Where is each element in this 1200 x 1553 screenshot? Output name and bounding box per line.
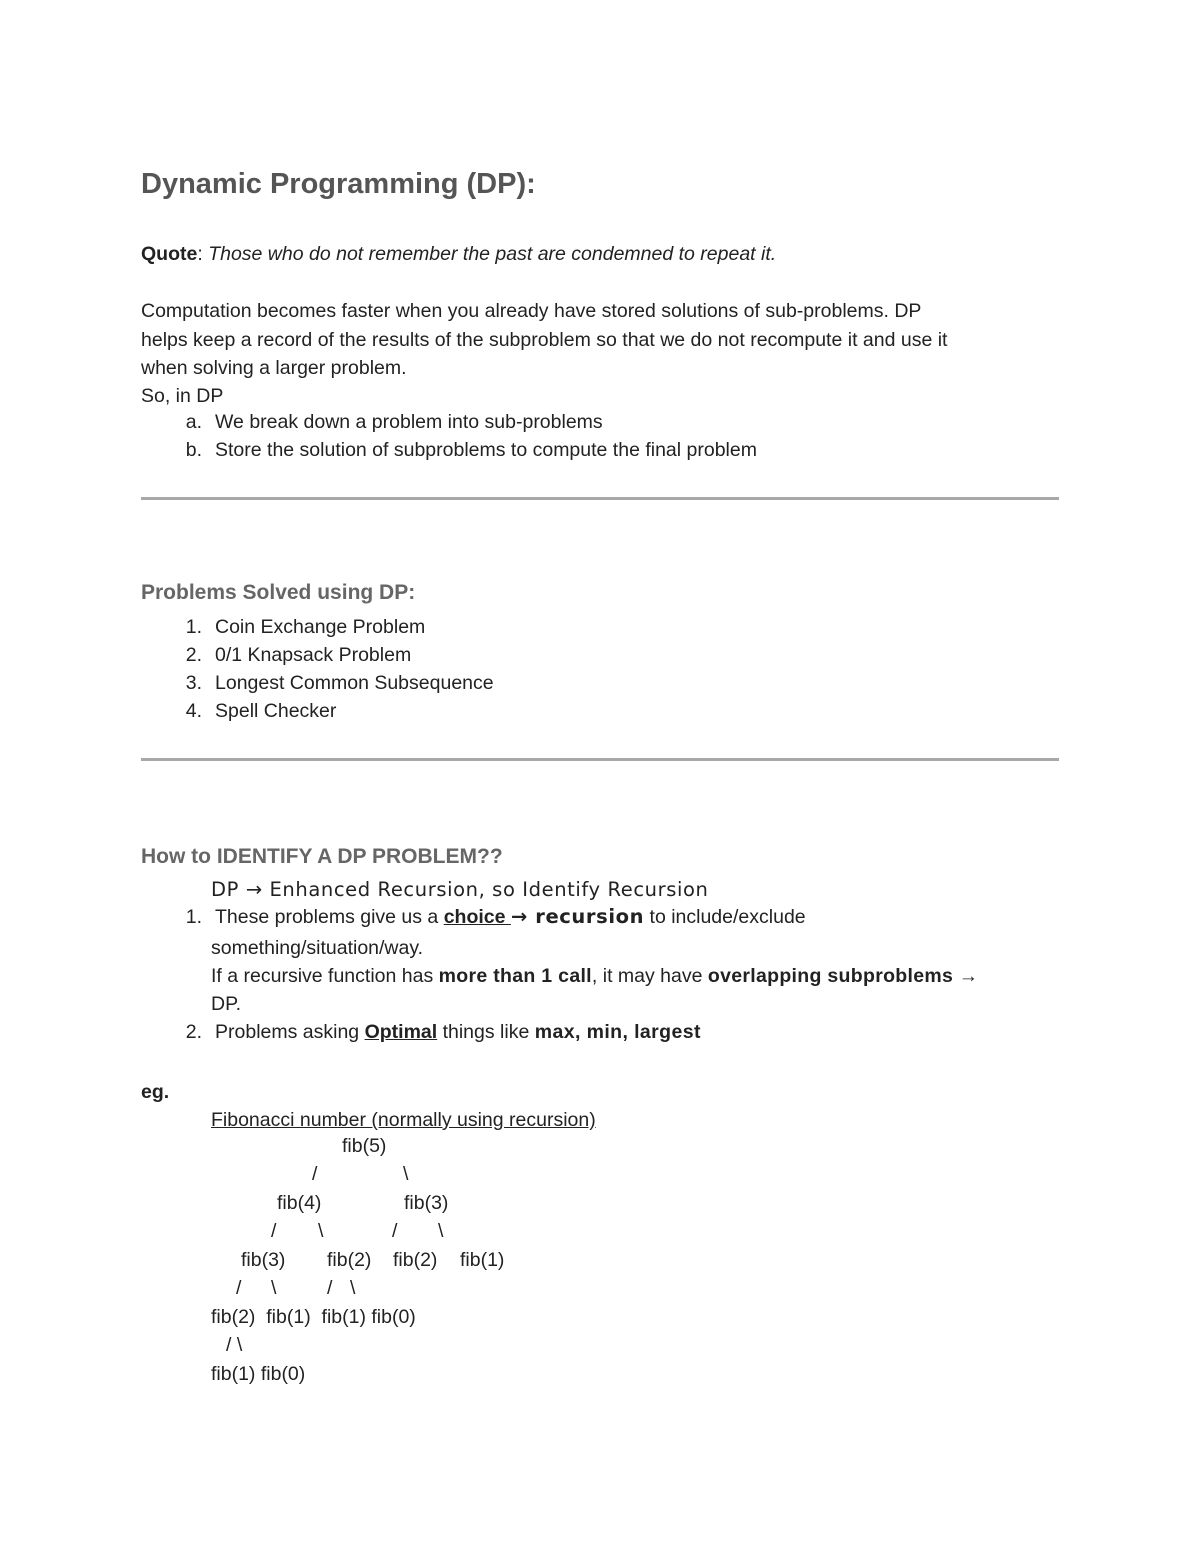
choice-text: choice bbox=[443, 906, 511, 928]
identify-item1-line2: something/situation/way. bbox=[211, 937, 424, 959]
tree-edge: / bbox=[312, 1163, 318, 1185]
horizontal-divider bbox=[141, 497, 1059, 500]
list-text: 0/1 Knapsack Problem bbox=[215, 644, 412, 666]
quote-label: Quote bbox=[141, 243, 198, 265]
list-text: to include/exclude bbox=[644, 906, 806, 928]
quote-separator: : bbox=[197, 243, 209, 265]
list-item bbox=[174, 616, 425, 639]
identify-lead: DP → Enhanced Recursion, so Identify Recursion bbox=[211, 878, 709, 901]
page-title: Dynamic Programming (DP): bbox=[141, 168, 536, 200]
list-item bbox=[174, 1021, 701, 1044]
list-text: Store the solution of subproblems to compute the final problem bbox=[215, 439, 757, 461]
optimal-text: Optimal bbox=[364, 1021, 438, 1043]
intro-line-4: So, in DP bbox=[141, 385, 224, 407]
list-text: Coin Exchange Problem bbox=[215, 616, 426, 638]
list-item bbox=[174, 905, 806, 929]
horizontal-divider bbox=[141, 758, 1059, 761]
list-marker: b. bbox=[185, 439, 202, 461]
text-span: , it may have bbox=[591, 965, 708, 987]
list-text: Longest Common Subsequence bbox=[215, 672, 494, 694]
tree-edge: \ bbox=[318, 1220, 324, 1242]
tree-edge: / \ bbox=[226, 1334, 243, 1356]
list-item bbox=[174, 439, 757, 462]
list-text: Problems asking bbox=[215, 1021, 365, 1043]
list-item bbox=[174, 672, 494, 695]
identify-item1-line3 bbox=[211, 962, 978, 990]
intro-line-2: helps keep a record of the results of the subproblem so that we do not recompute it and use it bbox=[141, 329, 948, 351]
tree-node: fib(3) bbox=[404, 1192, 449, 1214]
list-marker: 2. bbox=[185, 1021, 202, 1043]
text-span: → bbox=[953, 965, 979, 987]
tree-node: fib(2) bbox=[393, 1249, 438, 1271]
tree-node: fib(1) bbox=[460, 1249, 505, 1271]
list-marker: 2. bbox=[185, 644, 202, 666]
example-subtitle: Fibonacci number (normally using recursion) bbox=[211, 1109, 596, 1131]
bold-text: more than 1 call bbox=[438, 965, 592, 987]
text-span: If a recursive function has bbox=[211, 965, 439, 987]
tree-edge: \ bbox=[271, 1277, 277, 1299]
identify-item1-line4: DP. bbox=[211, 993, 241, 1015]
list-text: things like bbox=[437, 1021, 535, 1043]
tree-node: fib(3) bbox=[241, 1249, 286, 1271]
quote-text: Those who do not remember the past are condemned to repeat it. bbox=[208, 243, 777, 265]
list-marker: 1. bbox=[185, 616, 202, 638]
list-marker: 1. bbox=[185, 906, 202, 928]
list-marker: 3. bbox=[185, 672, 202, 694]
identify-heading: How to IDENTIFY A DP PROBLEM?? bbox=[141, 845, 503, 868]
tree-leaf-row: fib(2) fib(1) fib(1) fib(0) bbox=[211, 1306, 416, 1328]
recursion-text: → recursion bbox=[510, 905, 645, 928]
tree-edge: \ bbox=[438, 1220, 444, 1242]
intro-line-3: when solving a larger problem. bbox=[141, 357, 407, 379]
tree-edge: \ bbox=[403, 1163, 409, 1185]
list-marker: 4. bbox=[185, 700, 202, 722]
list-text: These problems give us a bbox=[215, 906, 444, 928]
tree-edge: / bbox=[271, 1220, 277, 1242]
bold-text: overlapping subproblems bbox=[707, 965, 954, 987]
tree-node: fib(4) bbox=[277, 1192, 322, 1214]
intro-line-1: Computation becomes faster when you already have stored solutions of sub-problems. DP bbox=[141, 300, 922, 322]
tree-edge: \ bbox=[350, 1277, 356, 1299]
tree-edge: / bbox=[236, 1277, 242, 1299]
tree-node: fib(5) bbox=[342, 1135, 387, 1157]
list-item bbox=[174, 644, 411, 667]
list-marker: a. bbox=[185, 411, 202, 433]
list-item bbox=[174, 700, 336, 723]
bold-text: max, min, largest bbox=[534, 1021, 701, 1043]
tree-leaf-row: fib(1) fib(0) bbox=[211, 1363, 306, 1385]
list-text: Spell Checker bbox=[215, 700, 337, 722]
problems-heading: Problems Solved using DP: bbox=[141, 581, 416, 604]
tree-edge: / bbox=[392, 1220, 398, 1242]
example-label: eg. bbox=[141, 1081, 170, 1103]
tree-edge: / bbox=[327, 1277, 333, 1299]
tree-node: fib(2) bbox=[327, 1249, 372, 1271]
list-item bbox=[174, 411, 603, 434]
list-text: We break down a problem into sub-problems bbox=[215, 411, 603, 433]
quote-line bbox=[141, 240, 776, 268]
